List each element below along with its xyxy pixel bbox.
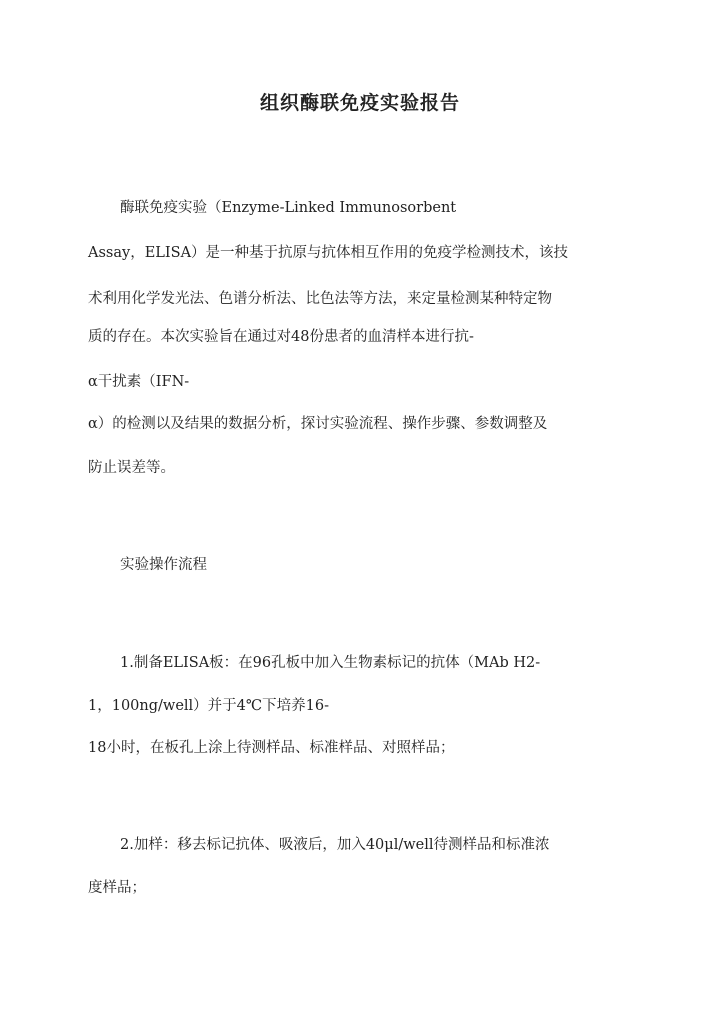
step1-line-2: 1，100ng/well）并于4℃下培养16- — [88, 698, 329, 714]
intro-line-2: Assay，ELISA）是一种基于抗原与抗体相互作用的免疫学检测技术，该技 — [88, 245, 569, 261]
intro-line-1: 酶联免疫实验（Enzyme-Linked Immunosorbent — [120, 200, 457, 216]
intro-line-7: 防止误差等。 — [88, 460, 175, 476]
step2-line-1: 2.加样：移去标记抗体、吸液后，加入40μl/well待测样品和标准浓 — [120, 837, 550, 853]
intro-line-4: 质的存在。本次实验旨在通过对48份患者的血清样本进行抗- — [88, 329, 474, 345]
document-title: 组织酶联免疫实验报告 — [259, 92, 460, 114]
intro-line-6: α）的检测以及结果的数据分析，探讨实验流程、操作步骤、参数调整及 — [88, 416, 548, 432]
step1-line-3: 18小时，在板孔上涂上待测样品、标准样品、对照样品； — [88, 740, 455, 756]
intro-line-3: 术利用化学发光法、色谱分析法、比色法等方法，来定量检测某种特定物 — [88, 291, 552, 307]
step1-line-1: 1.制备ELISA板：在96孔板中加入生物素标记的抗体（MAb H2- — [120, 655, 541, 671]
step2-line-2: 度样品； — [88, 880, 146, 896]
section-heading: 实验操作流程 — [120, 557, 207, 573]
intro-line-5: α干扰素（IFN- — [88, 374, 190, 390]
